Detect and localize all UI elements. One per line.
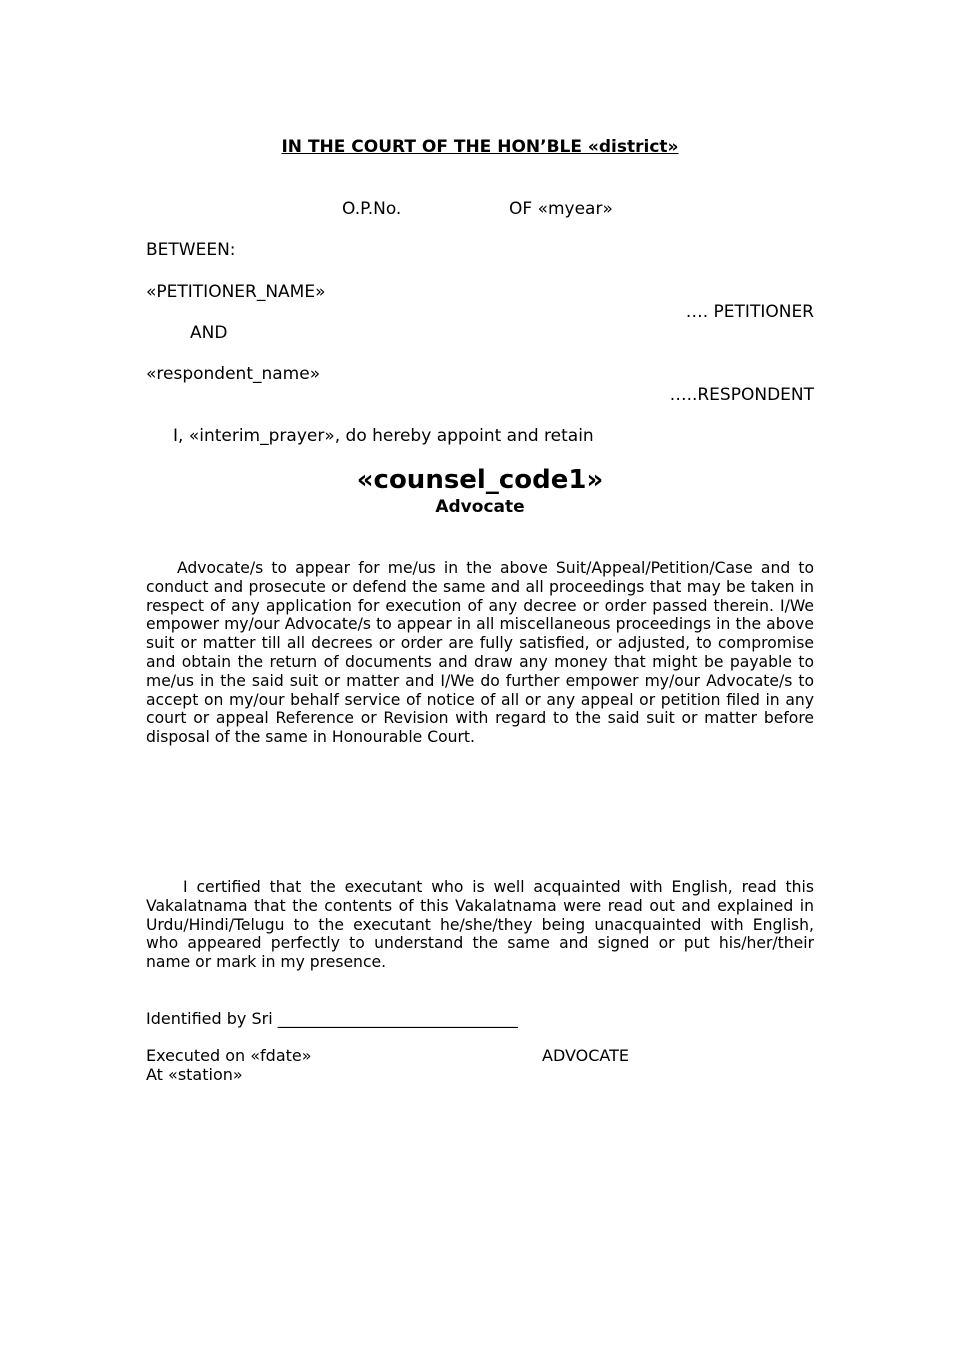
and-label: AND [190, 323, 228, 343]
between-label: BETWEEN: [146, 240, 236, 260]
authority-paragraph: Advocate/s to appear for me/us in the above Suit/Appeal/Petition/Case and to conduct and prosecute or defend the same and all proceedings that may be taken in respect of any application for execution of any decree or order passed therein. I/We empower my/our Advocate/s to appear in all miscellaneous proceedings in the above suit or matter till all decrees or order are fully satisfied, or adjusted, to compromise and obtain the return of documents and draw any money that might be payable to me/us in the said suit or matter and I/We do further empower my/our Advocate/s to accept on my/our behalf service of notice of all or any appeal or petition filed in any court or appeal Reference or Revision with regard to the said suit or matter before disposal of the same in Honourable Court. [146, 559, 814, 747]
station: At «station» [146, 1065, 243, 1084]
advocate-signature-label: ADVOCATE [542, 1046, 629, 1065]
court-heading: IN THE COURT OF THE HON’BLE «district» [281, 137, 679, 157]
case-year: OF «myear» [509, 199, 613, 219]
identified-by-line: Identified by Sri ______________________________ [146, 1009, 518, 1028]
appoint-statement: I, «interim_prayer», do hereby appoint and retain [173, 426, 594, 446]
case-number-label: O.P.No. [342, 199, 402, 219]
certification-paragraph: I certified that the executant who is well acquainted with English, read this Vakalatnama that the contents of this Vakalatnama were read out and explained in Urdu/Hindi/Telugu to the executant he/she/they being unacquainted with English, who appeared perfectly to understand the same and signed or put his/her/their name or mark in my presence. [146, 878, 814, 972]
respondent-name: «respondent_name» [146, 364, 321, 384]
counsel-title: Advocate [435, 497, 525, 517]
respondent-role: …..RESPONDENT [669, 385, 814, 405]
counsel-code: «counsel_code1» [356, 465, 604, 495]
petitioner-role: …. PETITIONER [685, 302, 814, 322]
executed-on: Executed on «fdate» [146, 1046, 312, 1065]
petitioner-name: «PETITIONER_NAME» [146, 282, 326, 302]
